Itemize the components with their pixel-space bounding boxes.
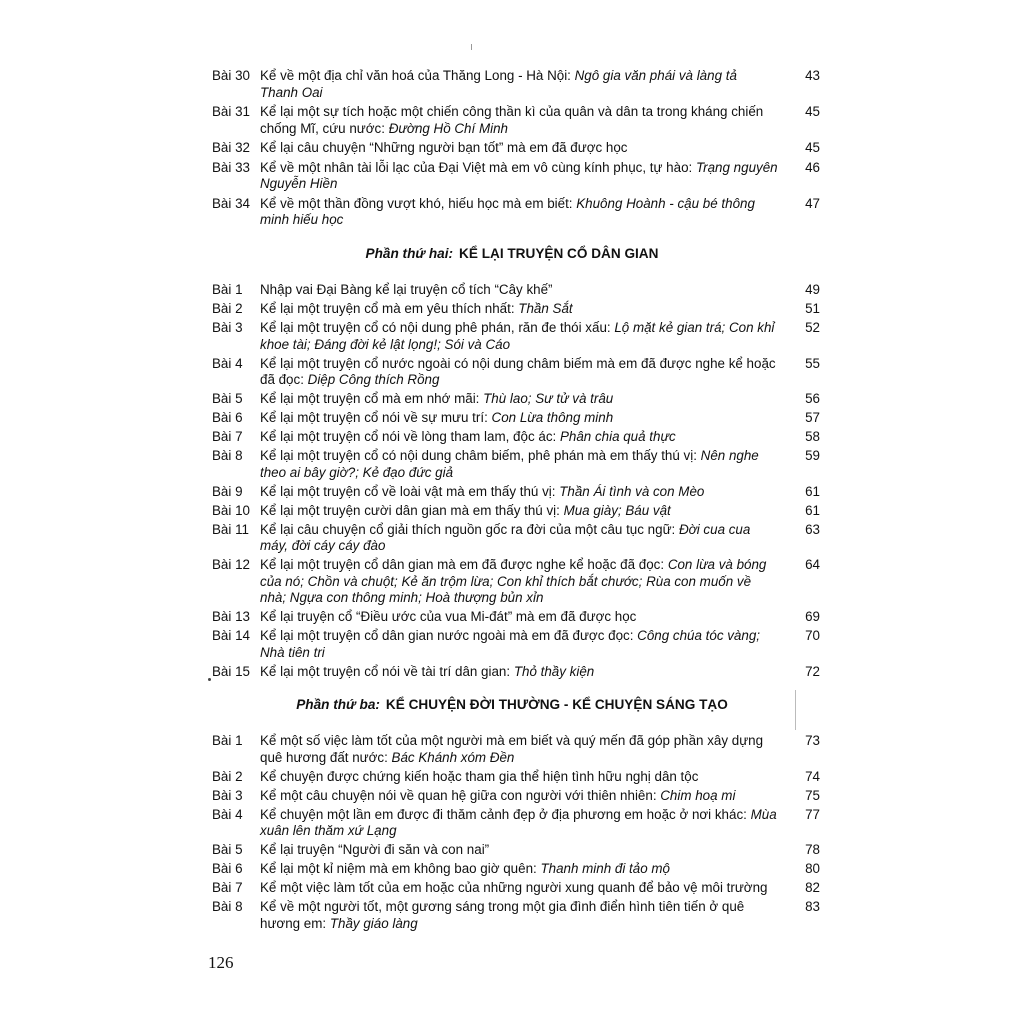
toc-page-number: 49 [805,282,820,297]
toc-page-number: 61 [805,502,820,518]
lesson-title-text: Kể lại một truyện cổ dân gian nước ngoài mà em đã được đọc: [260,628,638,643]
lesson-number: Bài 30 [212,68,250,83]
lesson-title [260,282,784,299]
lesson-title [260,320,784,353]
lesson-title [260,391,784,408]
toc-entry [200,628,820,661]
toc-entry [200,733,820,766]
lesson-title [260,769,784,786]
lesson-number: Bài 9 [212,483,243,499]
lesson-title [260,356,784,389]
toc-page-number: 59 [805,448,820,463]
lesson-number: Bài 13 [212,609,250,624]
lesson-number: Bài 10 [212,502,250,518]
toc-page-number: 51 [805,301,820,316]
lesson-title [260,484,784,501]
lesson-title-text: Kể về một địa chỉ văn hoá của Thăng Long - Hà Nội: [260,68,575,83]
lesson-title [260,733,784,766]
story-title: Chim hoạ mi [660,787,736,803]
toc-page-number: 63 [805,521,820,537]
toc-entry [200,899,820,932]
story-title: Đường Hồ Chí Minh [388,120,508,136]
story-title: Mua giày; Báu vật [563,502,671,518]
story-title: Mùa xuân lên thăm xứ Lạng [260,806,777,838]
lesson-title [260,807,784,840]
lesson-number: Bài 2 [212,301,243,316]
story-title: Thần Sắt [518,301,573,316]
lesson-title-text: Kể một câu chuyện nói về quan hệ giữa con người với thiên nhiên: [260,787,661,803]
toc-entry [200,391,820,408]
toc-entry [200,807,820,840]
story-title: Thỏ thầy kiện [513,663,595,679]
toc-page-number: 70 [805,628,820,643]
toc-page-number: 77 [805,806,820,822]
lesson-title-text: Kể lại truyện cổ “Điều ước của vua Mi-đát” mà em đã được học [260,609,637,624]
lesson-number: Bài 6 [212,410,243,425]
story-title: Đời cua cua máy, đời cáy cáy đào [260,521,751,553]
lesson-number: Bài 2 [212,768,243,784]
lesson-number: Bài 14 [212,628,250,643]
lesson-title [260,557,784,607]
toc-entry [200,410,820,427]
toc-entry [200,68,820,101]
lesson-title-text: Kể lại một truyện cổ nói về tài trí dân gian: [260,663,514,679]
lesson-number: Bài 31 [212,104,250,119]
toc-page-number: 78 [805,842,820,857]
toc-page-number: 47 [805,195,820,211]
lesson-title [260,196,784,229]
lesson-title-text: Kể lại truyện “Người đi săn và con nai” [260,842,490,857]
lesson-number: Bài 8 [212,899,243,914]
toc-page-number: 58 [805,429,820,444]
toc-entry [200,788,820,805]
lesson-title [260,861,784,878]
lesson-title [260,880,784,897]
lesson-number: Bài 8 [212,448,243,463]
lesson-title-text: Kể lại một truyện cổ có nội dung phê phán, răn đe thói xấu: [260,320,615,335]
lesson-title [260,503,784,520]
lesson-title-text: Kể lại một truyện cổ nói về sự mưu trí: [260,410,492,425]
lesson-title-text: Kể về một nhân tài lỗi lạc của Đại Việt mà em vô cùng kính phục, tự hào: [260,159,696,175]
lesson-title [260,410,784,427]
story-title: Con Lừa thông minh [491,410,614,425]
lesson-title [260,68,784,101]
lesson-number: Bài 6 [212,861,243,876]
story-title: Thầy giáo làng [329,915,418,931]
lesson-number: Bài 34 [212,195,250,211]
toc-page-number: 72 [805,663,820,679]
toc-entry [200,448,820,481]
section-title: KỂ LẠI TRUYỆN CỔ DÂN GIAN [459,246,659,261]
section-title: KỂ CHUYỆN ĐỜI THƯỜNG - KỂ CHUYỆN SÁNG TẠO [385,697,728,712]
lesson-number: Bài 5 [212,842,243,857]
story-title: Nên nghe theo ai bây giờ?; Kẻ đạo đức giả [260,448,759,480]
section-prefix: Phần thứ hai: [365,246,454,261]
toc-page-number: 61 [805,483,820,499]
lesson-title-text: Kể lại một kỉ niệm mà em không bao giờ quên: [260,861,541,876]
story-title: Thanh minh đi tảo mộ [540,861,670,876]
lesson-title-text: Kể lại câu chuyện “Những người bạn tốt” mà em đã được học [260,140,628,155]
lesson-number: Bài 7 [212,880,243,895]
lesson-title-text: Kể về một người tốt, một gương sáng trong một gia đình điển hình tiên tiến ở quê hương em: [260,899,745,931]
toc-page-number: 82 [805,880,820,895]
lesson-title-text: Kể lại một truyện cổ mà em yêu thích nhất: [260,301,519,316]
toc-page-number: 75 [805,787,820,803]
toc-section-2 [200,282,820,683]
lesson-title-text: Kể chuyện được chứng kiến hoặc tham gia thể hiện tình hữu nghị dân tộc [260,768,699,784]
toc-entry [200,484,820,501]
toc-entry [200,301,820,318]
toc-entry [200,320,820,353]
toc-page-number: 73 [805,733,820,748]
toc-page-number: 46 [805,159,820,175]
lesson-title-text: Kể chuyện một lần em được đi thăm cảnh đẹp ở địa phương em hoặc ở nơi khác: [260,806,751,822]
toc-entry [200,522,820,555]
lesson-number: Bài 5 [212,391,243,406]
section-heading-2 [0,246,1024,261]
lesson-title [260,842,784,859]
toc-page-number: 45 [805,140,820,155]
toc-entry [200,880,820,897]
story-title: Trạng nguyên Nguyễn Hiền [260,159,778,191]
toc-page-number: 55 [805,355,820,371]
lesson-title-text: Kể lại một truyện cổ mà em nhớ mãi: [260,391,484,406]
lesson-number: Bài 1 [212,733,243,748]
toc-entry [200,356,820,389]
toc-entry [200,429,820,446]
lesson-title [260,429,784,446]
toc-entry [200,769,820,786]
toc-page-number: 43 [805,68,820,83]
section-heading-3 [0,697,1024,712]
lesson-title [260,160,784,193]
story-title: Lộ mặt kẻ gian trá; Con khỉ khoe tài; Đáng đời kẻ lật lọng!; Sói và Cáo [260,320,775,352]
lesson-title-text: Kể lại một truyện cổ về loài vật mà em thấy thú vị: [260,483,560,499]
lesson-title-text: Kể lại một truyện cười dân gian mà em thấy thú vị: [260,502,564,518]
lesson-number: Bài 4 [212,806,243,822]
toc-entry [200,842,820,859]
story-title: Công chúa tóc vàng; Nhà tiên tri [260,628,760,660]
lesson-title [260,448,784,481]
toc-page-number: 45 [805,104,820,119]
lesson-title-text: Kể lại một truyện cổ nói về lòng tham lam, độc ác: [260,429,560,444]
lesson-title [260,664,784,681]
lesson-number: Bài 32 [212,140,250,155]
toc-section-1 [200,68,820,232]
toc-page-number: 64 [805,557,820,572]
lesson-number: Bài 12 [212,557,250,572]
lesson-title-text: Kể lại một truyện cổ nước ngoài có nội dung châm biếm mà em đã được nghe kể hoặc đã đọc: [260,355,776,387]
toc-entry [200,503,820,520]
lesson-number: Bài 11 [212,521,249,537]
toc-entry [200,196,820,229]
lesson-title-text: Kể lại một sự tích hoặc một chiến công thần kì của quân và dân ta trong kháng chiến chống Mĩ, cứu nước: [260,104,764,136]
story-title: Phân chia quả thực [559,429,676,444]
story-title: Thù lao; Sư tử và trâu [483,391,614,406]
lesson-title-text: Kể một số việc làm tốt của một người mà em biết và quý mến đã góp phần xây dựng quê hương đất nước: [260,733,764,765]
lesson-number: Bài 7 [212,429,243,444]
toc-entry [200,609,820,626]
lesson-title-text: Kể lại một truyện cổ có nội dung châm biếm, phê phán mà em thấy thú vị: [260,448,701,463]
lesson-title-text: Nhập vai Đại Bàng kể lại truyện cổ tích “Cây khế” [260,282,553,297]
lesson-title [260,628,784,661]
toc-page-number: 80 [805,861,820,876]
lesson-title [260,301,784,318]
toc-entry [200,104,820,137]
toc-page-number: 69 [805,609,820,624]
toc-section-3 [200,733,820,935]
lesson-title [260,899,784,932]
lesson-number: Bài 3 [212,320,243,335]
lesson-title-text: Kể lại câu chuyện cổ giải thích nguồn gốc ra đời của một câu tục ngữ: [260,521,679,537]
lesson-title-text: Kể một việc làm tốt của em hoặc của những người xung quanh để bảo vệ môi trường [260,880,768,895]
story-title: Diệp Công thích Rồng [307,372,440,387]
lesson-title-text: Kể lại một truyện cổ dân gian mà em đã được nghe kể hoặc đã đọc: [260,557,668,572]
toc-entry [200,557,820,607]
lesson-title [260,522,784,555]
story-title: Khuông Hoành - cậu bé thông minh hiếu học [260,195,755,227]
toc-entry [200,282,820,299]
scan-mark [471,44,472,50]
lesson-title [260,609,784,626]
lesson-number: Bài 1 [212,282,243,297]
lesson-number: Bài 15 [212,663,250,679]
story-title: Thần Ái tình và con Mèo [559,483,705,499]
toc-page-number: 83 [805,899,820,914]
lesson-title [260,140,784,157]
toc-entry [200,160,820,193]
lesson-number: Bài 4 [212,355,243,371]
lesson-number: Bài 33 [212,159,250,175]
lesson-title [260,104,784,137]
story-title: Bác Khánh xóm Đền [391,749,515,765]
section-prefix: Phần thứ ba: [296,697,380,712]
toc-page-number: 52 [805,320,820,335]
lesson-title-text: Kể về một thần đồng vượt khó, hiếu học mà em biết: [260,195,577,211]
page-number: 126 [208,953,234,972]
toc-page-number: 56 [805,391,820,406]
story-title: Con lừa và bóng của nó; Chồn và chuột; Kẻ ăn trộm lừa; Con khỉ thích bắt chước; Rùa con muốn về nhà; Ngựa con thông minh; Hoà thượng bủn xỉn [260,557,767,605]
toc-entry [200,140,820,157]
toc-entry [200,664,820,681]
lesson-title [260,788,784,805]
lesson-number: Bài 3 [212,787,243,803]
toc-page-number: 57 [805,410,820,425]
story-title: Ngô gia văn phái và làng tả Thanh Oai [260,68,737,100]
toc-entry [200,861,820,878]
toc-page-number: 74 [805,768,820,784]
